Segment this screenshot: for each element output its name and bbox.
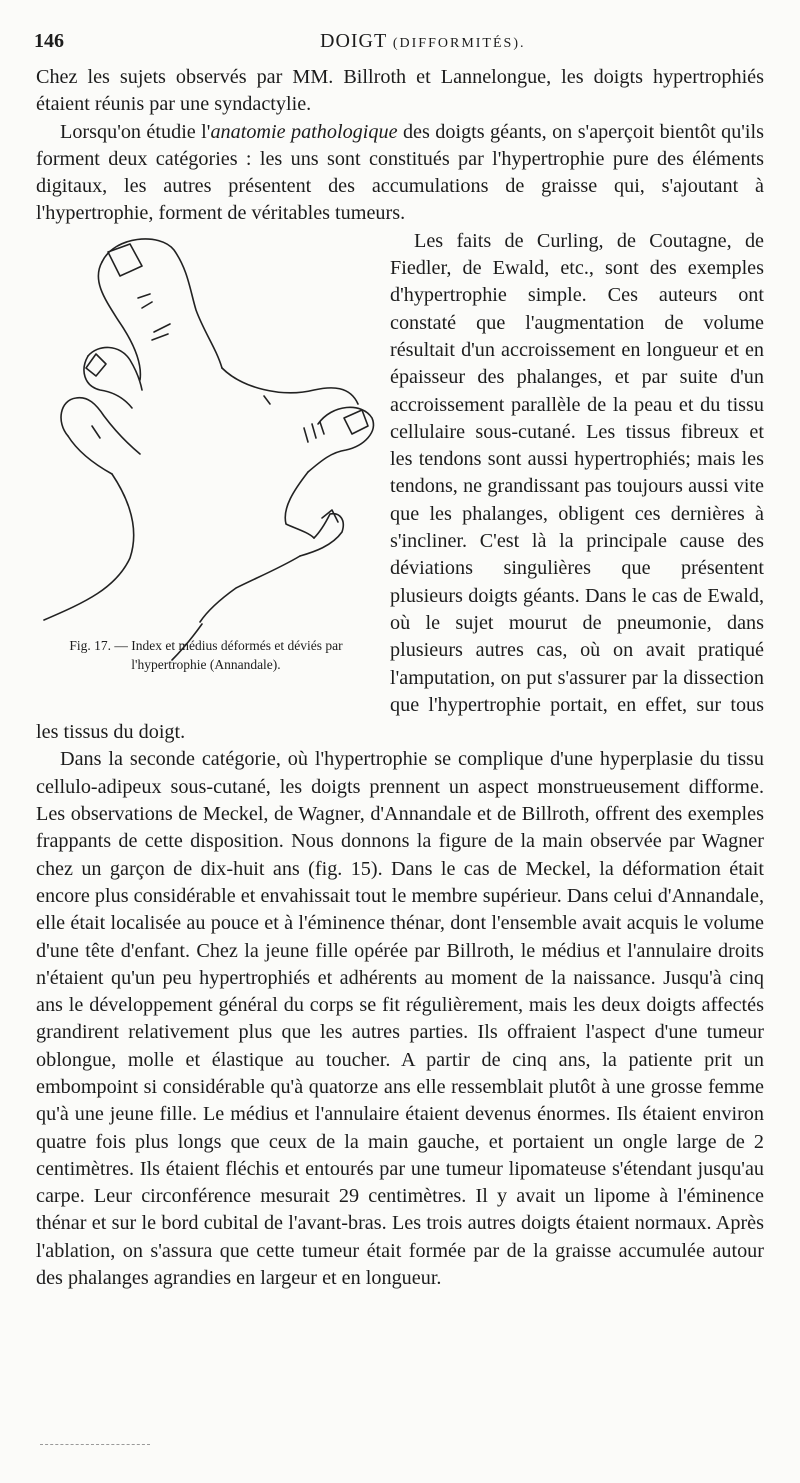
running-header [28,30,760,60]
italic-term: anatomie pathologique [210,120,398,143]
running-title-main: DOIGT [320,30,387,52]
footer-rule [40,1444,150,1445]
paragraph-syndactylie: Chez les sujets observés par MM. Billroth et Lannelongue, les doigts hypertrophiés étaient réunis par une syndactylie. [36,66,764,116]
paragraph-hypertrophie-simple: Les faits de Curling, de Coutagne, de Fiedler, de Ewald, etc., sont des exemples d'hypertrophie simple. Ces auteurs ont constaté que l'augmentation de volume résultait d'un accroissement en longueur et en épaisseur des phalanges, et par suite d'un accroissement parallèle de la peau et du tissu cellulaire sous-cutané. Les tissus fibreux et les tendons sont aussi hypertrophiés; mais les tendons, ne grandissant pas toujours aussi vite que les phalanges, obligent ces dernières à s'incliner. C'est là la principale cause des déviations singulières que présentent plusieurs doigts géants. Dans le cas de Ewald, où le sujet mourut de pneumonie, dans plusieurs autres cas, où on avait pratiqué l'amputation, on put s'assurer par la dissection que l'hypertrophie portait, en effet, sur tous les tissus du doigt. [36,229,764,744]
running-title-sub: (DIFFORMITÉS). [392,36,526,51]
running-title [320,30,525,53]
figure-caption [34,636,378,674]
body-text [36,64,764,1292]
page-number: 146 [34,30,64,52]
figure-caption-text: — Index et médius déformés et déviés par l'hypertrophie (Annandale). [114,637,343,672]
figure-label: Fig. 17. [69,637,111,653]
paragraph-seconde-categorie: Dans la seconde catégorie, où l'hypertrophie se complique d'une hyperplasie du tissu cellulo-adipeux sous-cutané, les doigts prennent un aspect monstrueusement difforme. Les observations de Meckel, de Wagner, d'Annandale et de Billroth, offrent des exemples frappants de cette disposition. Nous donnons la figure de la main observée par Wagner chez un garçon de dix-huit ans (fig. 15). Dans le cas de Meckel, la déformation était encore plus considérable et envahissait tout le membre supérieur. Dans celui d'Annandale, elle était localisée au pouce et à l'éminence thénar, dont l'ensemble avait acquis le volume d'une tête d'enfant. Chez la jeune fille opérée par Billroth, le médius et l'annulaire droits n'étaient qu'un peu hypertrophiés et adhérents au moment de la naissance. Jusqu'à cinq ans le développement général du corps se fit régulièrement, mais les deux doigts affectés grandirent relativement plus que les autres parties. Ils offraient l'aspect d'une tumeur oblongue, molle et élastique au toucher. A partir de cinq ans, la patiente prit un embompoint si considérable qu'à quatorze ans elle ressemblait plutôt à une grosse femme qu'à une jeune fille. Le médius et l'annulaire étaient devenus énormes. Ils étaient environ quatre fois plus longs que ceux de la main gauche, et portaient un ongle large de 2 centimètres. Ils étaient fléchis et entourés par une tumeur lipomateuse s'étendant jusqu'au carpe. Leur circonférence mesurait 29 centimètres. Il y avait un lipome à l'éminence thénar et sur le bord cubital de l'avant-bras. Les trois autres doigts étaient normaux. Après l'ablation, on s'assura que cette tumeur était formée par de la graisse accumulée autour des phalanges agrandies en largeur et en longueur. [36,748,764,1290]
paragraph-anatomie: Lorsqu'on étudie l'anatomie pathologique des doigts géants, on s'aperçoit bientôt qu'ils forment deux catégories : les uns sont constitués par l'hypertrophie pure des éléments digitaux, les autres présentent des accumulations de graisse qui, s'ajoutant à l'hypertrophie, forment de véritables tumeurs. [36,120,765,225]
figure-17 [32,228,378,700]
hand-illustration [32,228,378,700]
